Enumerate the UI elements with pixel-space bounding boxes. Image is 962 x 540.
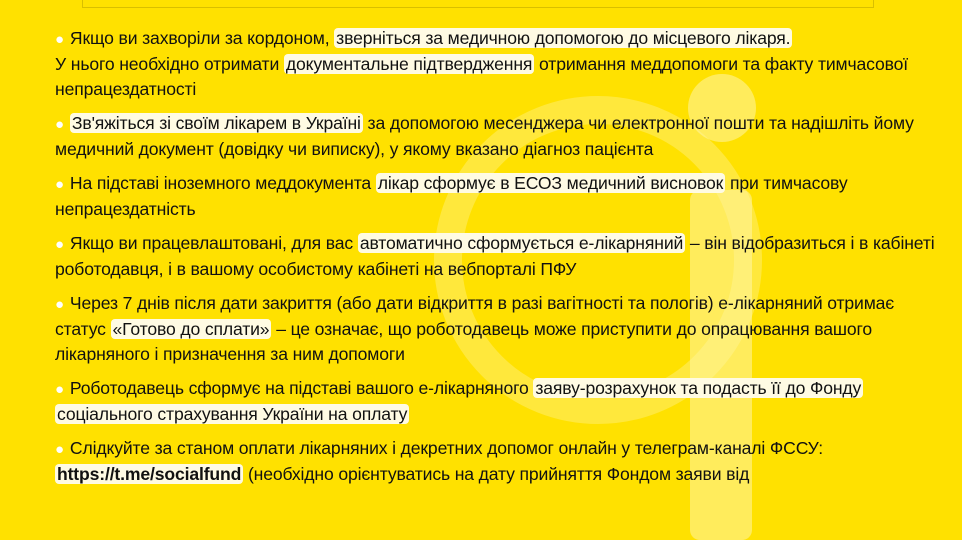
telegram-link[interactable]: https://t.me/socialfund xyxy=(57,464,242,484)
list-item xyxy=(55,231,935,282)
bullet-icon: ● xyxy=(55,296,64,313)
body-text: – це означає, що роботодавець може приступити до опрацювання вашого лікарняного і призначення за ним допомоги xyxy=(55,319,872,364)
bullet-icon: ● xyxy=(55,441,64,458)
body-text: На підставі іноземного меддокумента xyxy=(69,173,376,193)
bullet-icon: ● xyxy=(55,116,64,133)
bullet-icon: ● xyxy=(55,381,64,398)
body-text: за допомогою месенджера чи електронної пошти та надішліть йому медичний документ (довідку чи виписку), у якому вказано діагноз пацієнта xyxy=(55,113,914,159)
highlighted-text: зверніться за медичною допомогою до місцевого лікаря. xyxy=(336,28,791,48)
list-item xyxy=(55,171,935,222)
body-text: Роботодавець сформує на підставі вашого е-лікарняного xyxy=(69,378,534,398)
info-list xyxy=(55,26,935,496)
highlighted-text: лікар сформує в ЕСОЗ медичний висновок xyxy=(377,173,724,193)
list-item xyxy=(55,376,935,427)
bullet-icon: ● xyxy=(55,236,64,253)
highlighted-text: заяву-розрахунок та подасть її до Фонду соціального страхування України на оплату xyxy=(57,378,862,424)
list-item xyxy=(55,26,935,102)
highlighted-text: документальне підтвердження xyxy=(285,54,533,74)
body-text: У нього необхідно отримати xyxy=(55,54,284,74)
body-text: отримання меддопомоги та факту тимчасової непрацездатності xyxy=(55,54,908,99)
body-text: при тимчасову непрацездатність xyxy=(55,173,848,219)
highlighted-text: «Готово до сплати» xyxy=(112,319,270,339)
list-item xyxy=(55,291,935,367)
body-text: (необхідно орієнтуватись на дату прийняття Фондом заяви від xyxy=(243,464,750,484)
body-text: Через 7 днів після дати закриття (або дати відкриття в разі вагітності та пологів) е-лікарняний отримає статус xyxy=(55,293,895,339)
list-item xyxy=(55,111,935,162)
body-text: Якщо ви працевлаштовані, для вас xyxy=(69,233,358,253)
list-item xyxy=(55,436,935,487)
bullet-icon: ● xyxy=(55,176,64,193)
body-text: Якщо ви захворіли за кордоном, xyxy=(69,28,335,48)
highlighted-text: Зв'яжіться зі своїм лікарем в Україні xyxy=(71,113,361,133)
body-text: Слідкуйте за станом оплати лікарняних і декретних допомог онлайн у телеграм-каналі ФССУ: xyxy=(69,438,824,458)
highlighted-text: автоматично сформується е-лікарняний xyxy=(359,233,684,253)
body-text: – він відобразиться і в кабінеті роботодавця, і в вашому особистому кабінеті на вебпорталі ПФУ xyxy=(55,233,935,279)
bullet-icon: ● xyxy=(55,31,64,48)
